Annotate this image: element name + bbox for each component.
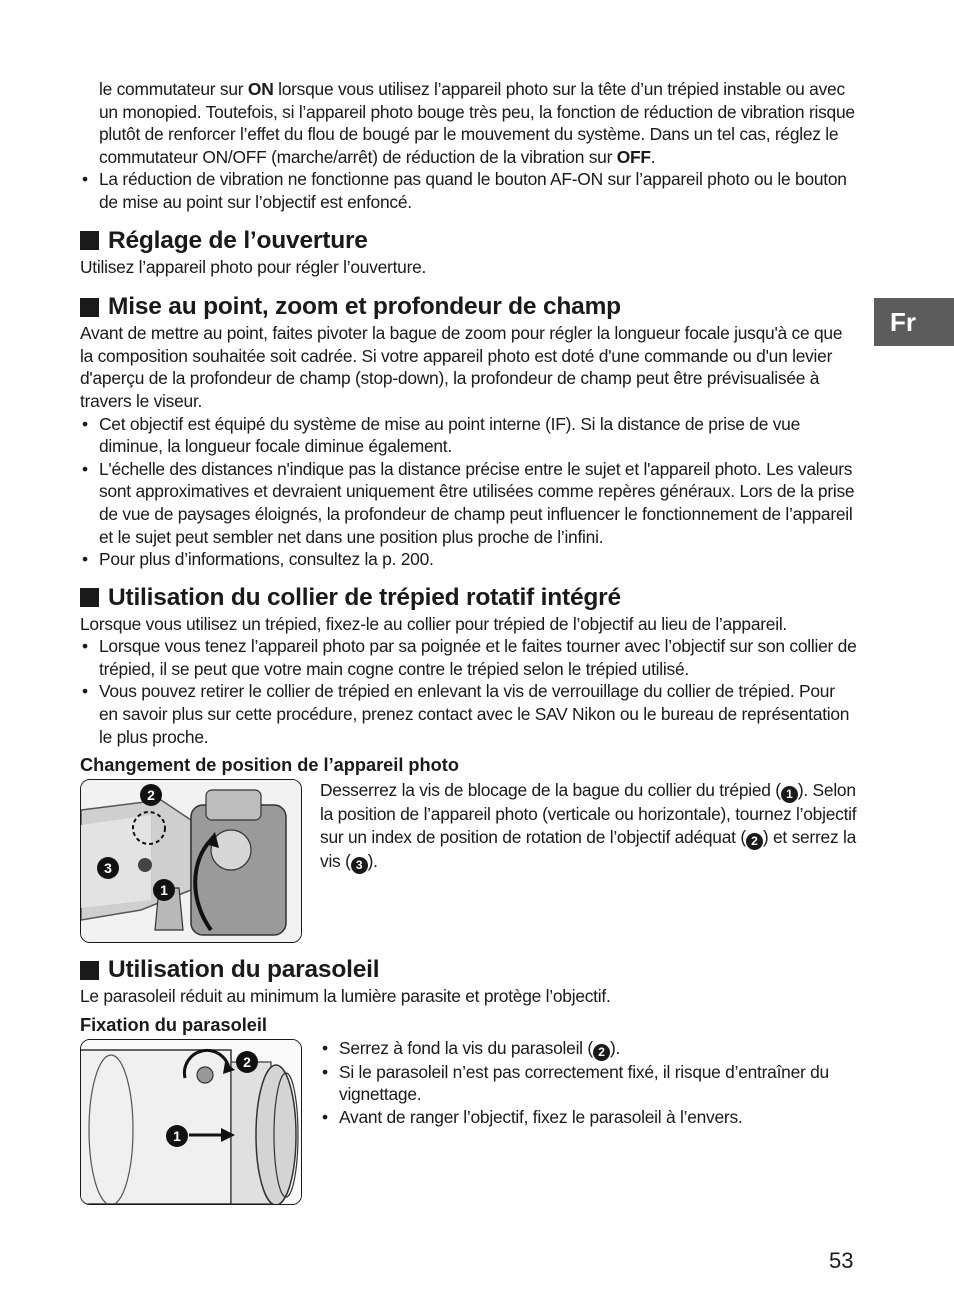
tripod-collar-illustration [80,779,302,943]
focus-bullet-3: • Pour plus d’informations, consultez la p. 200. [82,549,434,570]
hood-bullet-1: • Serrez à fond la vis du parasoleil ( 2 ). [322,1037,621,1059]
camera-position-text: Desserrez la vis de blocage de la bague du collier du trépied ( 1 ). Selon la position de l’appareil photo (verticale ou horizontale), tournez l’objectif sur un index de position de rotation de l’objectif adéquat ( 2 ) et serrez la vis ( 3 ). [320,780,857,872]
tripod-bullet-1: • Lorsque vous tenez l’appareil photo par sa poignée et le faites tourner avec l’objectif sur son collier de trépied, il se peut que votre main cogne contre le trépied selon le trépied utilisé. [82,636,857,679]
focus-bullet-2: • L'échelle des distances n'indique pas la distance précise entre le sujet et l'appareil photo. Les valeurs sont approximatives et devraient uniquement être utilisées comme repères généraux. Lors de la prise de vue de paysages éloignés, la profondeur de champ peut influencer le fonctionnement de l’appareil et le sujet peut sembler net dans une position plus proche de l’infini. [82,458,855,547]
hood-heading: Utilisation du parasoleil [80,955,858,985]
camera-position-subheading: Changement de position de l’appareil photo [80,755,459,776]
tripod-bullet-2: • Vous pouvez retirer le collier de trépied en enlevant la vis de verrouillage du collier de trépied. Pour en savoir plus sur cette procédure, prenez contact avec le SAV Nikon ou le bureau de représentation le plus proche. [82,681,850,747]
intro-bullet: • La réduction de vibration ne fonctionne pas quand le bouton AF-ON sur l’appareil photo ou le bouton de mise au point sur l’objectif est enfoncé. [82,169,847,212]
tripod-text: Lorsque vous utilisez un trépied, fixez-le au collier pour trépied de l’objectif au lieu de l’appareil. [80,613,788,634]
tripod-heading: Utilisation du collier de trépied rotatif intégré [80,583,858,613]
aperture-heading: Réglage de l’ouverture [80,226,858,256]
hood-attach-subheading: Fixation du parasoleil [80,1014,267,1035]
intro-paragraph: le commutateur sur ON lorsque vous utilisez l’appareil photo sur la tête d’un trépied instable ou avec un monopied. Toutefois, si l’appareil photo bouge très peu, la fonction de réduction de vibration risque plutôt de renforcer l’effet du flou de bougé par le mouvement du système. Dans un tel cas, réglez le commutateur ON/OFF (marche/arrêt) de réduction de la vibration sur OFF. [99,79,855,167]
hood-text: Le parasoleil réduit au minimum la lumière parasite et protège l’objectif. [80,986,611,1007]
svg-text:1: 1 [173,1127,181,1144]
hood-bullet-3: • Avant de ranger l’objectif, fixez le parasoleil à l’envers. [322,1107,743,1128]
focus-heading: Mise au point, zoom et profondeur de champ [80,292,858,322]
page-number: 53 [829,1248,854,1273]
svg-text:3: 3 [104,860,112,877]
svg-text:2: 2 [147,787,155,804]
lens-hood-illustration [80,1039,302,1205]
focus-bullet-1: • Cet objectif est équipé du système de mise au point interne (IF). Si la distance de prise de vue diminue, la longueur focale diminue également. [82,413,800,457]
language-tab: Fr [874,298,954,346]
hood-bullet-2: • Si le parasoleil n’est pas correctement fixé, il risque d’entraîner du vignettage. [322,1061,829,1105]
focus-text: Avant de mettre au point, faites pivoter la bague de zoom pour régler la longueur focale jusqu'à ce que la composition souhaitée soit cadrée. Si votre appareil photo est doté d'une commande ou d'un levier d'aperçu de la profondeur de champ (stop-down), la profondeur de champ peut être prévisualisée à travers le viseur. [80,323,843,411]
page-content [80,78,858,1205]
svg-text:1: 1 [160,882,168,899]
aperture-text: Utilisez l’appareil photo pour régler l’ouverture. [80,256,427,277]
svg-text:2: 2 [243,1053,251,1070]
